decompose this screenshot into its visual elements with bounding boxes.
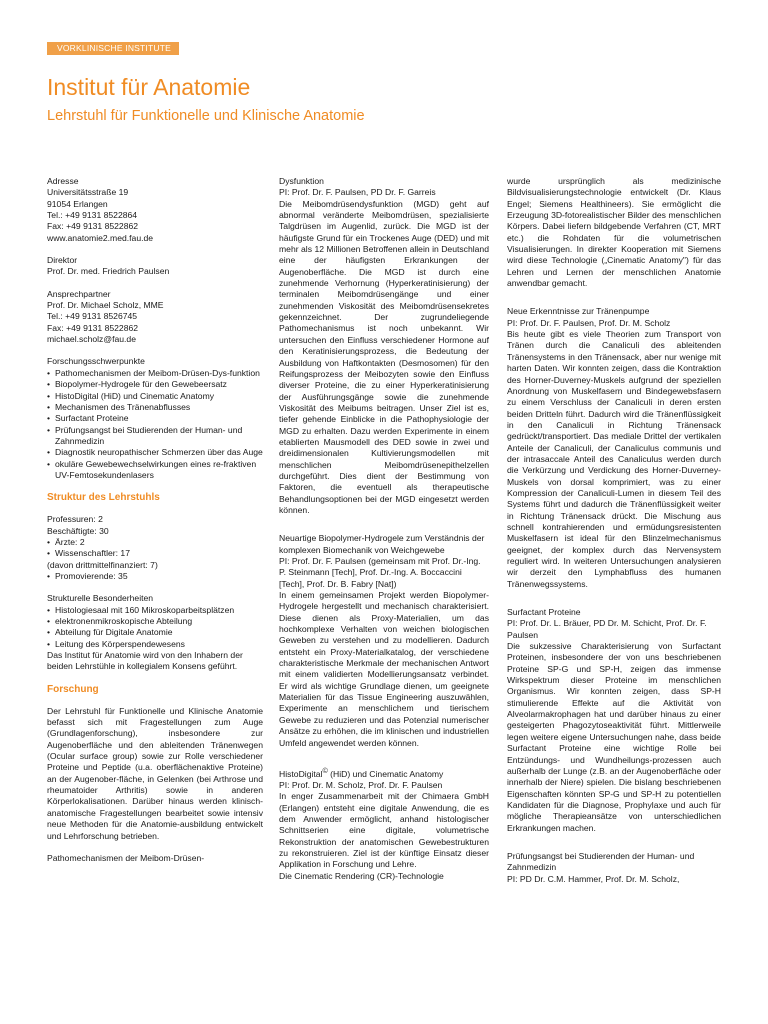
address-city: 91054 Erlangen [47,198,108,209]
section-title-traenenpumpe: Neue Erkenntnisse zur Tränenpumpe [507,306,650,317]
address-phone: Tel.: +49 9131 8522864 [47,210,138,221]
section-text: In einem gemeinsamen Projekt werden Biopolymer-Hydrogele hergestellt und mechanisch charakterisiert. Diese dienen als Proxy-Materialien, um das hochkomplexe Verhalten von weichen biologischen Geweben zu verstehen und zu modellieren. Dadurch entsteht ein Proxy-Materialkatalog, der verschiedene charakteristische Merkmale der mechanischen Antwort mit einem validierten Modellierungsansatz verbindet. Er wird als wichtige Grundlage dienen, um geeignete Materialien für das Tissue Engineering auszuwählen, Experimente an menschlichem und tierischem Gewebe zu reduzieren und das Potenzial numerischer Ansätze zu erhöhen, die im klinischen und industriellen Umfeld angewendet werden können. [279,590,489,748]
list-item: • Abteilung für Digitale Anatomie [47,627,263,638]
list-item: • Pathomechanismen der Meibom-Drüsen-Dys-funktion [47,368,263,379]
page-title: Institut für Anatomie [47,74,251,100]
section-title-pruefungsangst: Prüfungsangst bei Studierenden der Human- und Zahnmedizin [507,850,695,873]
research-focus-label: Forschungsschwerpunkte [47,356,145,367]
director-name: Prof. Dr. med. Friedrich Paulsen [47,266,170,277]
section-title-surfactant: Surfactant Proteine [507,607,581,618]
section-pi: PI: PD Dr. C.M. Hammer, Prof. Dr. M. Scholz, [507,873,680,884]
list-item: • Ärzte: 2 [47,537,263,548]
section-title-dysfunktion: Dysfunktion [279,176,324,186]
staff-note: (davon drittmittelfinanziert: 7) [47,559,158,570]
section-title-histodigital [279,766,489,780]
research-text: Der Lehrstuhl für Funktionelle und Klinische Anatomie befasst sich mit Fragestellungen zum Auge (Grundlagenforschung), insbesondere zur Augenoberfläche und den ableitenden Tränenwegen (Ocular surface group) sowie zur Rolle verschiedener Proteine und Peptide (u.a. oberflächenaktive Proteine) an der Augenober-fläche, in Gelenken (bei Arthrose und rheumatoider Arthritis) sowie in anderen Körperlokalisationen. Darüber hinaus werden klinisch-anatomische Fragestellungen bearbeitet sowie intensiv neue Methoden für die Anatomie-ausbildung entwickelt und Lehrforschung betrieben. [47,705,263,841]
special-label: Strukturelle Besonderheiten [47,593,154,604]
staff-professorships: Professuren: 2 [47,514,103,525]
copyright-mark: © [322,766,328,775]
contact-phone: Tel.: +49 9131 8526745 [47,311,138,322]
section-text: In enger Zusammenarbeit mit der Chimaera GmbH (Erlangen) entsteht eine digitale Anwendung, die es dem Anwender ermöglicht, anhand histologischer Schnittserien eine digitale, volumetrische Rekonstruktion der anatomischen Gewebestrukturen zu rekonstruieren. Ziel ist der künftige Einsatz dieser Applikation in Forschung und Lehre. [279,791,489,870]
list-item: • Prüfungsangst bei Studierenden der Human- und Zahnmedizin [47,425,263,448]
list-item: • Surfactant Proteine [47,413,263,424]
list-item: • Biopolymer-Hydrogele für den Gewebeersatz [47,379,263,390]
section-title-biopolymer: Neuartige Biopolymer-Hydrogele zum Verständnis der komplexen Biomechanik von Weichgewebe [279,533,485,555]
list-item: • Wissenschaftler: 17 [47,548,263,559]
column-right [507,176,721,885]
special-block [47,593,263,672]
website-link[interactable]: www.anatomie2.med.fau.de [47,232,154,243]
section-pi: PI: Prof. Dr. L. Bräuer, PD Dr. M. Schicht, Prof. Dr. F. Paulsen [507,618,707,640]
director-block [47,255,263,278]
special-text: Das Institut für Anatomie wird von den Inhabern der beiden Lehrstühle in kollegialem Konsens geführt. [47,650,243,672]
list-item: • Promovierende: 35 [47,571,263,582]
research-focus-block [47,356,263,481]
contact-name: Prof. Dr. Michael Scholz, MME [47,300,164,311]
page-subtitle: Lehrstuhl für Funktionelle und Klinische Anatomie [47,108,365,124]
section-pi: PI: Prof. Dr. F. Paulsen, Prof. Dr. M. Scholz [507,317,671,328]
section-text-continued: wurde ursprünglich als medizinische Bildvisualisierungstechnologie entwickelt (Dr. Klaus Engel; Siemens Healthineers). Sie ermöglicht die Erzeugung 3D-fotorealistischer Bilder des menschlichen Körpers. Dabei liefern bildgebende Verfahren (CT, MRT etc.) die Rohdaten für die volumetrischen Visualisierungen. In direkter Kooperation mit Siemens wird diese Technologie („Cinematic Anatomy") für das Lehren und Lernen der menschlichen Anatomie anwendbar gemacht. [507,176,721,289]
title-part: HistoDigital [279,768,323,779]
column-middle [279,176,489,882]
title-part: (HiD) und Cinematic Anatomy [327,768,444,779]
list-item: • Leitung des Körperspendewesens [47,639,263,650]
research-focus-list [47,368,263,481]
contact-fax: Fax: +49 9131 8522862 [47,322,139,333]
list-item: • Histologiesaal mit 160 Mikroskoparbeitsplätzen [47,605,263,616]
list-item: • Diagnostik neuropathischer Schmerzen über das Auge [47,447,263,458]
section-text: Die Meibomdrüsendysfunktion (MGD) geht auf abnormal veränderte Meibomdrüsen, spezialisierte Talgdrüsen im Augenlid, zurück. Die MGD ist der häufigste Grund für ein Trockenes Auge (DED) und mit mehr als 12 Millionen Betroffenen allein in Deutschland eine der häufigsten Erkrankungen der Augenoberfläche. Die MGD ist durch eine zunehmende Verhornung (Hyperkeratinisierung) der terminalen Meibomdrüsengänge und einer zunehmenden Viskosität des Meibomdrüsensekretes gekennzeichnet. Der zugrundeliegende Pathomechanismus ist noch unbekannt. Wir untersuchen den Einfluss verschiedener Hormone auf den Keratinisierungsprozess, die Bedeutung der Ausbildung von Haftkontakten (Desmosomen) für den Reifungsprozess der Meibozyten sowie den Einfluss diverser Proteine, die zu einer Hyperkeratinisierung der Ausführungsgänge sowie die zunehmende Viskosität des Meibums beitragen. Unser Ziel ist es, tiefer gehende Einblicke in die Pathophysiologie der MGD zu erhalten. Dazu werden Experimente in einem etablierten Mausmodell des DED sowie in zwei und dreidimensionalen Kultivierungsmodellen mit menschlichen Meibomdrüsenepithelzellen durchgeführt. Dies dient der Bestimmung von Faktoren, die eventuell als therapeutische Behandlungsoptionen bei der MGD eingesetzt werden können. [279,198,489,515]
staff-employees: Beschäftigte: 30 [47,525,109,536]
special-list [47,605,263,650]
section-text: Bis heute gibt es viele Theorien zum Transport von Tränen durch die Canaliculi des ableitenden Tränensystems in den Tränensack, aber nur wenige mit harten Daten. Wir konnten zeigen, dass die Kontraktion des Horner-Duverney-Muskels aufgrund der speziellen Anordnung von Muskelfasern und Bindegewebsfasern zu einem Verschluss der Canaliculi in deren ersten beiden Dritteln führt. Dadurch wird die Tränenflüssigkeit in den Canaliculi in Richtung Tränensack gedrückt/transportiert. Das mediale Drittel der vertikalen Anteile der Canaliculi, der Canaliculus communis und der intrasaccale Anteil des Canaliculus werden durch die Verkürzung und Verdickung des Horner-Duverney-Muskels von dorsal komprimiert, was zu einer Kompression der Canaliculi-Lumen in diesem Teil des Systems führt und dadurch die Tränenflüssigkeit weiter in Richtung Tränensack drückt. Die Mischung aus schnell kontrahierenden und ermüdungsresistenten Muskelfasern ist ideal für den Blinzelmechanismus geeignet, der komplex durch das Nervensystem reguliert wird. In weiteren Untersuchungen analysieren wir derzeit den Lymphabfluss des humanen Tränenwegssystems. [507,329,721,589]
address-fax: Fax: +49 9131 8522862 [47,221,139,232]
list-item: • elektronenmikroskopische Abteilung [47,616,263,627]
section-pi: PI: Prof. Dr. F. Paulsen (gemeinsam mit Prof. Dr.-Ing. P. Steinmann [Tech], Prof. Dr.-Ing. A. Boccaccini [Tech], Prof. Dr. B. Fabry [Nat]) [279,556,481,589]
contact-label: Ansprechpartner [47,288,111,299]
staff-list-2 [47,571,263,582]
contact-block [47,289,263,346]
address-street: Universitätsstraße 19 [47,187,129,198]
section-text: Die sukzessive Charakterisierung von Surfactant Proteinen, insbesondere der von uns beschriebenen Proteine SP-G und SP-H, zeigen das immense Wirkspektrum dieser Proteine im menschlichen Organismus. Wir konnten zeigen, dass SP-H stimulierende Effekte auf die Aktivität von Alveolarmakrophagen hat und darüber hinaus zu einer gesteigerten Phagozytoseaktivität führt. Mittlerweile legen weitere eigene Untersuchungen nahe, dass beide Surfactant Proteine eine wichtige Rolle bei Entzündungs- und Wundheilungs-prozessen auch außerhalb der Lunge (z.B. an der Augenoberfläche oder innerhalb der Niere) spielen. Die bislang beschriebenen Eigenschaften könnten SP-G und SP-H zu potentiellen Kandidaten für die Diagnose, Prophylaxe und auch für mögliche Therapieansätze von unterschiedlichen Erkrankungen machen. [507,641,721,833]
address-label: Adresse [47,176,79,186]
section-pi: PI: Prof. Dr. M. Scholz, Prof. Dr. F. Paulsen [279,780,443,791]
column-left [47,176,263,864]
director-label: Direktor [47,255,78,266]
staff-block [47,514,263,582]
structure-heading: Struktur des Lehrstuhls [47,492,160,504]
section-tag: VORKLINISCHE INSTITUTE [47,42,179,55]
staff-list [47,537,263,560]
research-heading: Forschung [47,683,99,695]
list-item: • HistoDigital (HiD) und Cinematic Anatomy [47,391,263,402]
list-item: • okuläre Gewebewechselwirkungen eines re-fraktiven UV-Femtosekundenlasers [47,459,263,482]
contact-email-link[interactable]: michael.scholz@fau.de [47,334,136,345]
list-item: • Mechanismen des Tränenabflusses [47,402,263,413]
address-block [47,176,263,244]
section-heading-meibom: Pathomechanismen der Meibom-Drüsen- [47,852,205,863]
section-pi: PI: Prof. Dr. F. Paulsen, PD Dr. F. Garreis [279,187,436,198]
section-text-tail: Die Cinematic Rendering (CR)-Technologie [279,870,444,881]
